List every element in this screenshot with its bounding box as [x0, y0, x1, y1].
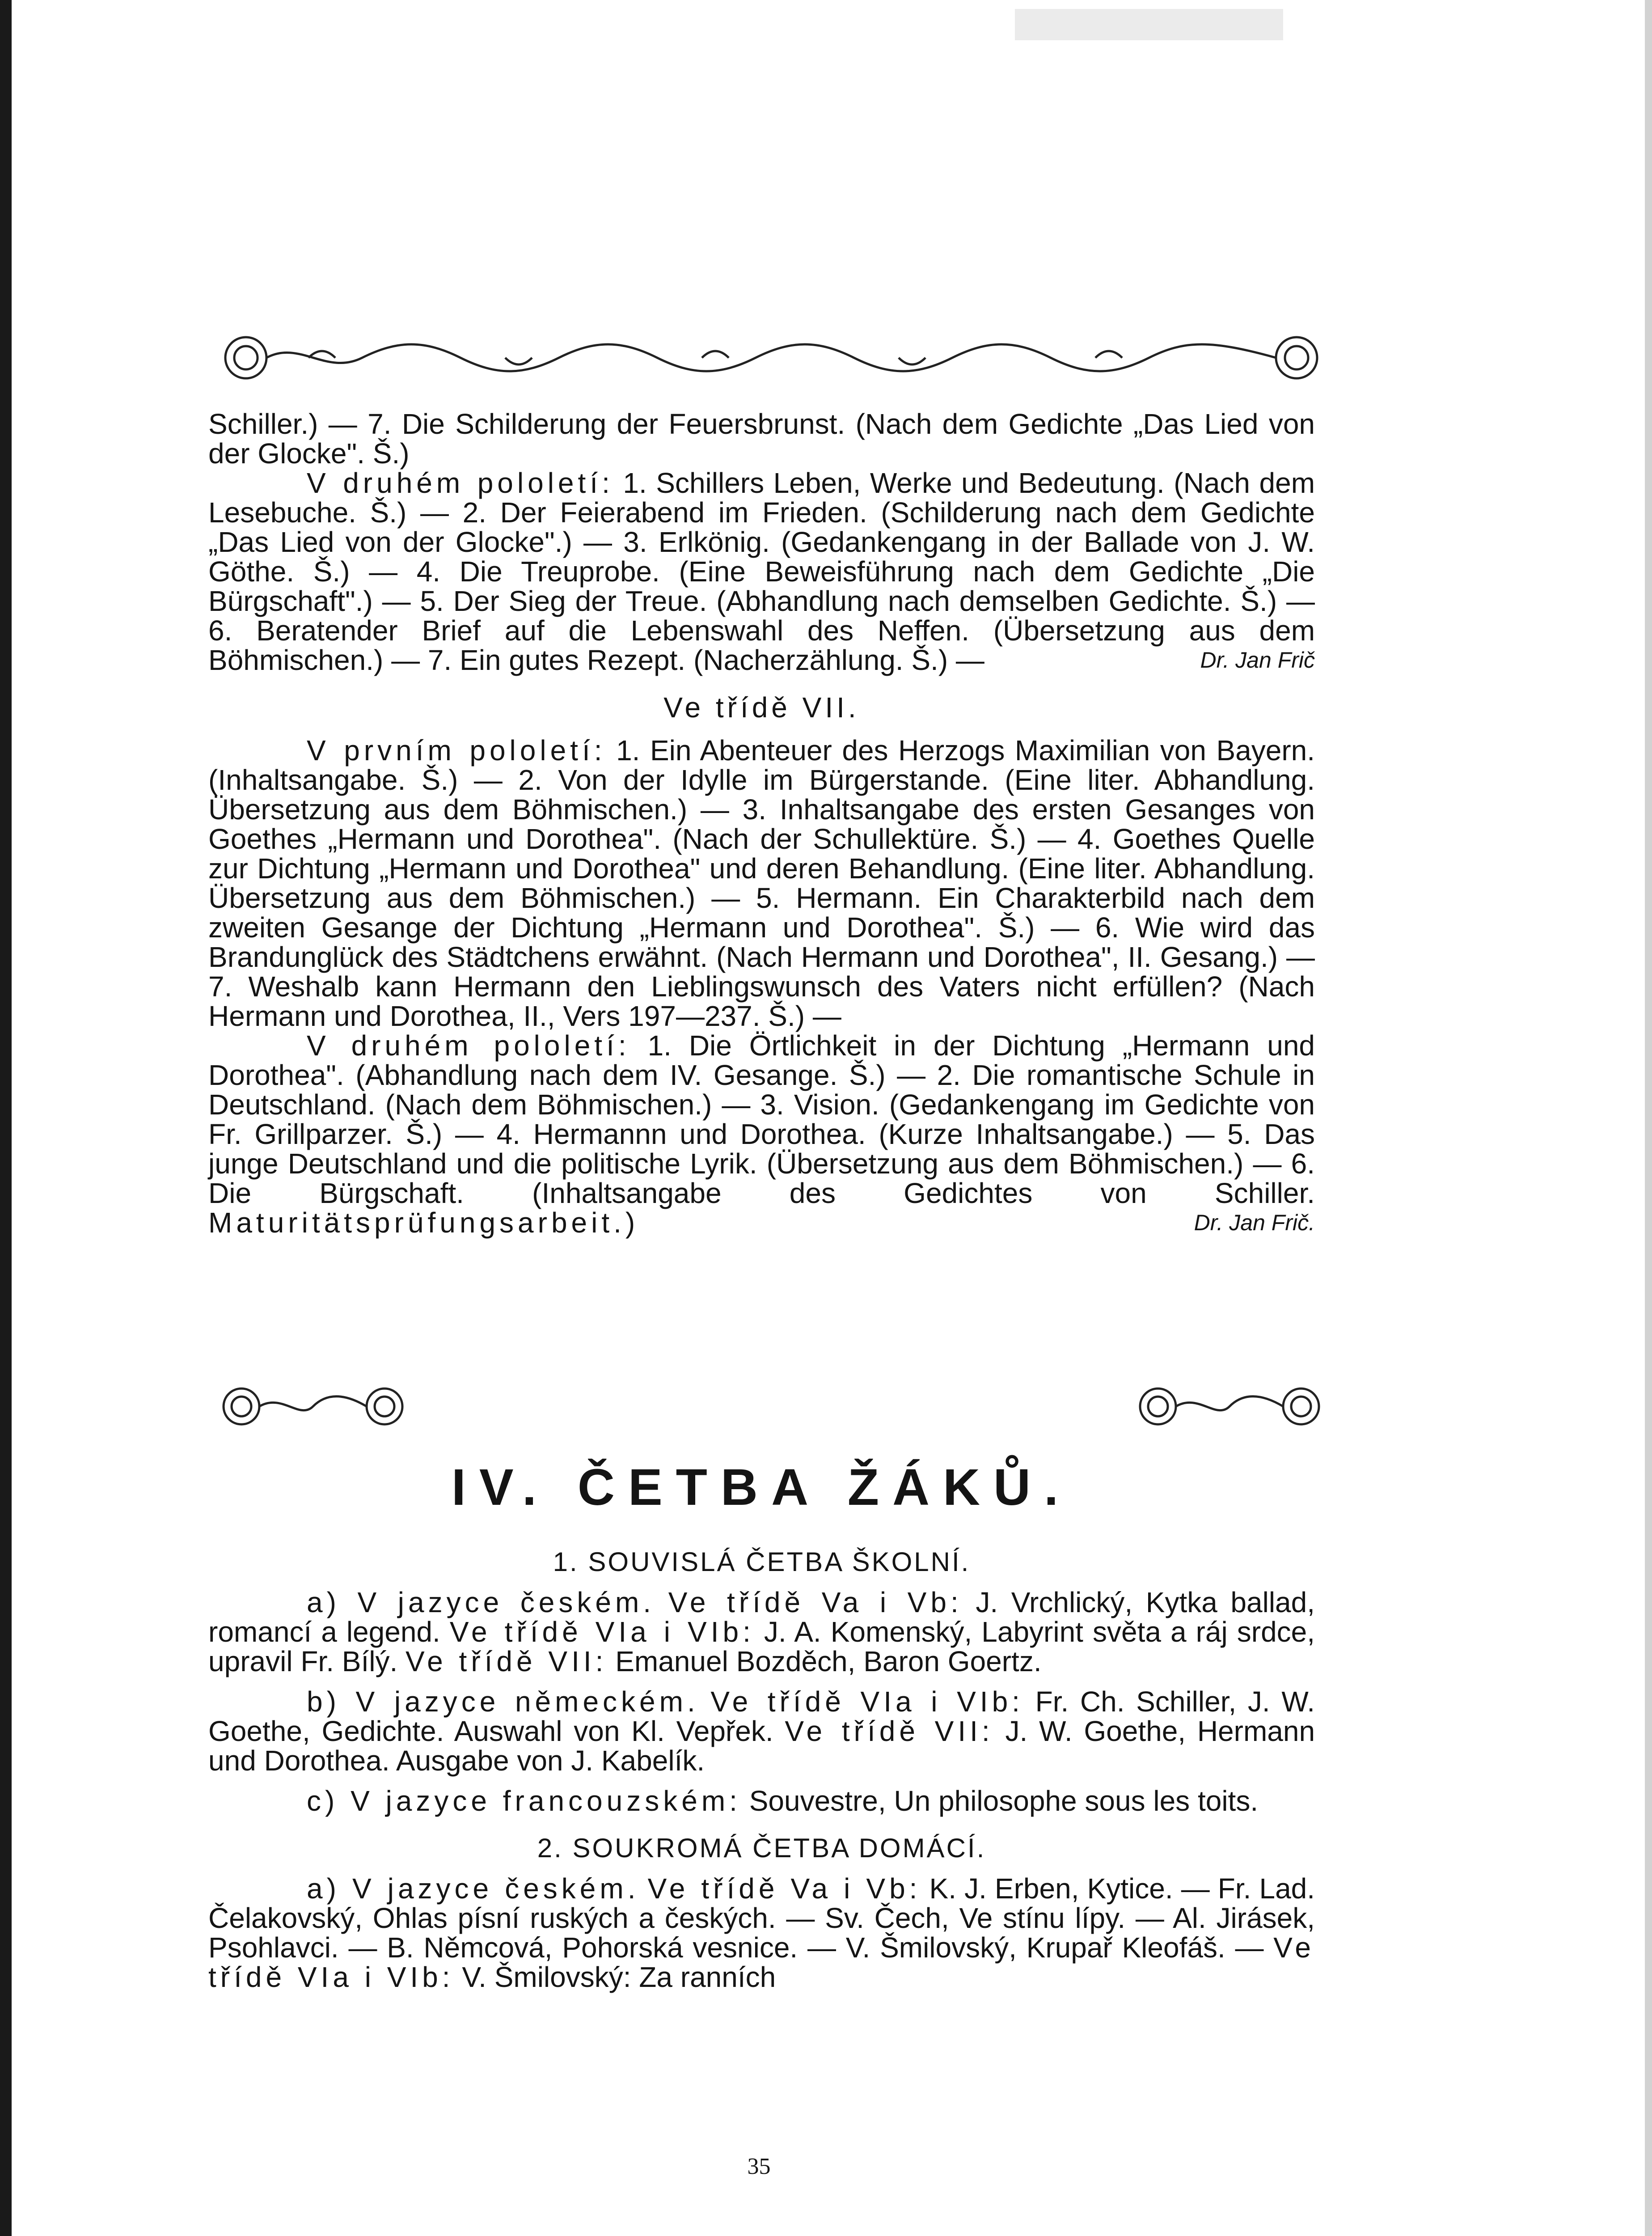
signature: Dr. Jan Frič.: [1194, 1210, 1315, 1235]
class-label: Ve třídě VII:: [406, 1645, 608, 1677]
paragraph-french-school-reading: [208, 1786, 1315, 1816]
right-small-ornament: [1136, 1384, 1323, 1429]
class-label: Ve třídě VIa i VIb:: [208, 1931, 1315, 1993]
paragraph-text: 1. Ein Abenteuer des Herzogs Maximilian von Bayern. (Inhaltsangabe. Š.) — 2. Von der Idylle im Bürgerstande. (Eine liter. Abhandlung. Übersetzung aus dem Böhmischen.) — 3. Inhaltsangabe des ersten Gesanges von Goethes „Hermann und Dorothea". (Nach der Schullektüre. Š.) — 4. Goethes Quelle zur Dichtung „Hermann und Dorothea" und deren Behandlung. (Eine liter. Abhandlung. Übersetzung aus dem Böhmischen.) — 5. Hermann. Ein Charakterbild nach dem zweiten Gesange der Dichtung „Hermann und Dorothea". Š.) — 6. Wie wird das Brandunglück des Städtchens erwähnt. (Nach Hermann und Dorothea", II. Gesang.) — 7. Weshalb kann Hermann den Lieblingswunsch des Vaters nicht erfüllen? (Nach Hermann und Dorothea, II., Vers 197—237. Š.) —: [208, 734, 1315, 1032]
class-label: Ve třídě VIa i VIb:: [449, 1616, 755, 1648]
continuation-paragraph: Schiller.) — 7. Die Schilderung der Feuersbrunst. (Nach dem Gedichte „Das Lied von der Glocke". Š.): [208, 408, 1315, 470]
scan-right-border: [1645, 0, 1652, 2236]
class-label: Ve třídě Va i Vb:: [647, 1872, 921, 1905]
semester-label: V druhém pololetí:: [307, 467, 614, 499]
reading-text: V. Šmilovský: Za ranních: [462, 1961, 776, 1993]
paragraph-text: 1. Schillers Leben, Werke und Bedeutung. (Nach dem Lesebuche. Š.) — 2. Der Feierabend im Frieden. (Schilderung nach dem Gedichte „Das Lied von der Glocke".) — 3. Erlkönig. (Gedankengang in der Ballade von J. W. Göthe. Š.) — 4. Die Treuprobe. (Eine Beweisführung nach dem Gedichte „Die Bürgschaft".) — 5. Der Sieg der Treue. (Abhandlung nach demselben Gedichte. Š.) — 6. Beratender Brief auf die Lebenswahl des Neffen. (Übersetzung aus dem Böhmischen.) — 7. Ein gutes Rezept. (Nacherzählung. Š.) —: [208, 467, 1315, 676]
reading-text: J. Vrchlický, Kytka ballad, romancí a legend.: [208, 1586, 1315, 1648]
class-label: Ve třídě Va i Vb:: [668, 1586, 963, 1618]
paragraph-czech-school-reading: [208, 1588, 1315, 1676]
scan-top-artifact: [1015, 9, 1283, 40]
paragraph-vii-first-semester: [208, 736, 1315, 1031]
class-label: Ve třídě VIa i VIb:: [710, 1685, 1024, 1718]
reading-text: Fr. Ch. Schiller, J. W. Goethe, Gedichte. Auswahl von Kl. Vepřek.: [208, 1685, 1315, 1747]
reading-text: Emanuel Bozděch, Baron Goertz.: [615, 1645, 1042, 1677]
reading-text: J. W. Goethe, Hermann und Dorothea. Ausgabe von J. Kabelík.: [208, 1715, 1315, 1777]
section-four-text: [208, 1547, 1315, 1992]
section-three-text: [208, 409, 1315, 1237]
reading-text: J. A. Komenský, Labyrint světa a ráj srdce, upravil Fr. Bílý.: [208, 1616, 1315, 1677]
paragraph-vi-second-semester: [208, 468, 1315, 675]
reading-text: K. J. Erben, Kytice. — Fr. Lad. Čelakovský, Ohlas písní ruských a českých. — Sv. Čech, Ve stínu lípy. — Al. Jirásek, Psohlavci. — B. Němcová, Pohorská vesnice. — V. Šmilovský, Krupař Kleofáš. —: [208, 1872, 1315, 1964]
paragraph-czech-home-reading: [208, 1874, 1315, 1992]
language-label: a) V jazyce českém.: [307, 1586, 655, 1618]
semester-label: V druhém pololetí:: [307, 1029, 630, 1062]
language-label: c) V jazyce francouzském:: [307, 1785, 741, 1817]
section-four-title: IV. ČETBA ŽÁKŮ.: [451, 1459, 1072, 1516]
maturity-exam-label: Maturitätsprüfungsarbeit.): [208, 1207, 639, 1239]
paragraph-german-school-reading: [208, 1687, 1315, 1775]
top-ornament-rule: [219, 331, 1323, 385]
class-vii-heading: Ve třídě VII.: [663, 691, 860, 724]
reading-text: Souvestre, Un philosophe sous les toits.: [749, 1785, 1259, 1817]
subsection-heading: 2. SOUKROMÁ ČETBA DOMÁCÍ.: [537, 1833, 986, 1863]
class-label: Ve třídě VII:: [785, 1715, 994, 1747]
scan-left-border: [0, 0, 12, 2236]
language-label: a) V jazyce českém.: [307, 1872, 640, 1905]
paragraph-text: 1. Die Örtlichkeit in der Dichtung „Hermann und Dorothea". (Abhandlung nach dem IV. Gesange. Š.) — 2. Die romantische Schule in Deutschland. (Nach dem Böhmischen.) — 3. Vision. (Gedankengang im Gedichte von Fr. Grillparzer. Š.) — 4. Hermannn und Dorothea. (Kurze Inhaltsangabe.) — 5. Das junge Deutschland und die politische Lyrik. (Übersetzung aus dem Böhmischen.) — 6. Die Bürgschaft. (Inhaltsangabe des Gedichtes von Schiller.: [208, 1029, 1315, 1209]
signature: Dr. Jan Frič: [1200, 648, 1315, 673]
language-label: b) V jazyce německém.: [307, 1685, 699, 1718]
left-small-ornament: [219, 1384, 407, 1429]
subsection-heading: 1. SOUVISLÁ ČETBA ŠKOLNÍ.: [553, 1547, 971, 1577]
paragraph-vii-second-semester: [208, 1031, 1315, 1237]
semester-label: V prvním pololetí:: [307, 734, 606, 767]
page-number: 35: [747, 2154, 771, 2179]
